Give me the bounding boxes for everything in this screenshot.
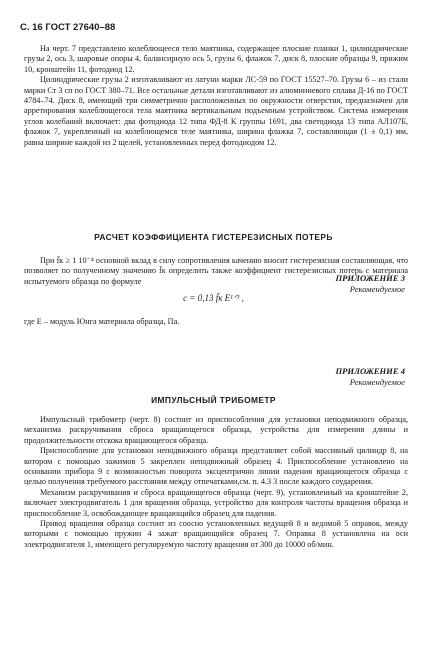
page-header: С. 16 ГОСТ 27640–88 [20, 22, 116, 33]
appendix-3-subtitle: Рекомендуемое [349, 283, 405, 294]
formula: c = 0,13 f̄к E¹ᐟ³ , [183, 293, 244, 303]
intro-paragraph-2: Цилиндрические грузы 2 изготавливают из латуни марки ЛС-59 по ГОСТ 15527–70. Грузы 6 – из стали марки Ст 3 сп по ГОСТ 380–71. Все остальные детали изготавливают из алюминиевого сплава Д-16 по ГОСТ 4784–74. Диск 8, имеющий три симметрично расположенных по окружности отверстия, предназначен для арретирования колеблющегося тела маятника вертикальным подъемным устройством. Система измерения углов колебаний включает: два фотодиода 12 типа ФД-8 К группы 1691, два светодиода 13 типа АЛ107Б, флажок 7, укрепленный на колеблющемся теле маятника, ширина флажка 7, составляющая (1 ± 0,1) мм, равна ширине каждой из 2 щелей, установленных перед фотодиодом 12. [24, 75, 408, 147]
section-4-paragraph-4: Привод вращения образца состоит из соосно установленных ведущей 8 и ведомой 5 оправок, между которыми с помощью пружин 4 зажат вращающийся образец 7. Оправка 8 установлена на оси электродвигателя 1, имеющего регулируемую частоту вращения от 300 до 10000 об/мин. [24, 519, 408, 549]
section-4-paragraph-2: Приспособление для установки неподвижного образца представляет собой массивный цилиндр 8, на котором с помощью зажимов 5 закреплен неподвижный образец 4. Приспособление установлено на основании прибора 9 с возможностью поворота эксцентрично линии падения вращающегося образца с целью получения требуемого расстояния между отпечатками,см. п. 4.3 3 после каждого соударения. [24, 446, 408, 487]
where-clause: где E – модуль Юнга материала образца, Па. [24, 317, 180, 326]
section-3-where [24, 317, 408, 327]
section-4-paragraph-1: Импульсный трибометр (черт. 8) состоит из приспособления для установки неподвижного образца, механизма раскручивания сброса вращающегося образца, устройства для измерения длины и продолжительности отскока вращающегося образца. [24, 415, 408, 445]
appendix-3-title: ПРИЛОЖЕНИЕ 3 [335, 273, 405, 283]
section-3-paragraph: При f̄к ≥ 1 10⁻⁴ основной вклад в силу сопротивления качению вносит гистерезисная составляющая, что позволяет по полученному значению f̄к определить также коэффициент гистерезисных потерь c материала испытуемого образца по формуле [24, 256, 408, 286]
section-4-text [24, 415, 408, 550]
appendix-4-label [335, 366, 405, 387]
section-3-title: РАСЧЕТ КОЭФФИЦИЕНТА ГИСТЕРЕЗИСНЫХ ПОТЕРЬ [94, 232, 333, 242]
section-3-text [24, 256, 408, 287]
intro-paragraph-1: На черт. 7 представлено колеблющееся тело маятника, содержащее плоские планки 1, цилиндрические грузы 2, ось 3, шаровые опоры 4, балансирную ось 5, грузы 6, флажок 7, диск 8, плоские образцы 9, прижим 10, кронштейн 11, фотодиод 12. [24, 44, 408, 74]
appendix-4-title: ПРИЛОЖЕНИЕ 4 [335, 366, 405, 376]
intro-text [24, 44, 408, 148]
section-4-title: ИМПУЛЬСНЫЙ ТРИБОМЕТР [151, 395, 276, 405]
appendix-4-subtitle: Рекомендуемое [349, 376, 405, 387]
section-4-paragraph-3: Механизм раскручивания и сброса вращающегося образца (черт. 9), установленный на кронштейне 2, включает электродвигатель 1 для вращения образца, устройство для контроля частоты вращения образца и приспособление 3, освобождающее вращающийся образец для падения. [24, 487, 408, 518]
